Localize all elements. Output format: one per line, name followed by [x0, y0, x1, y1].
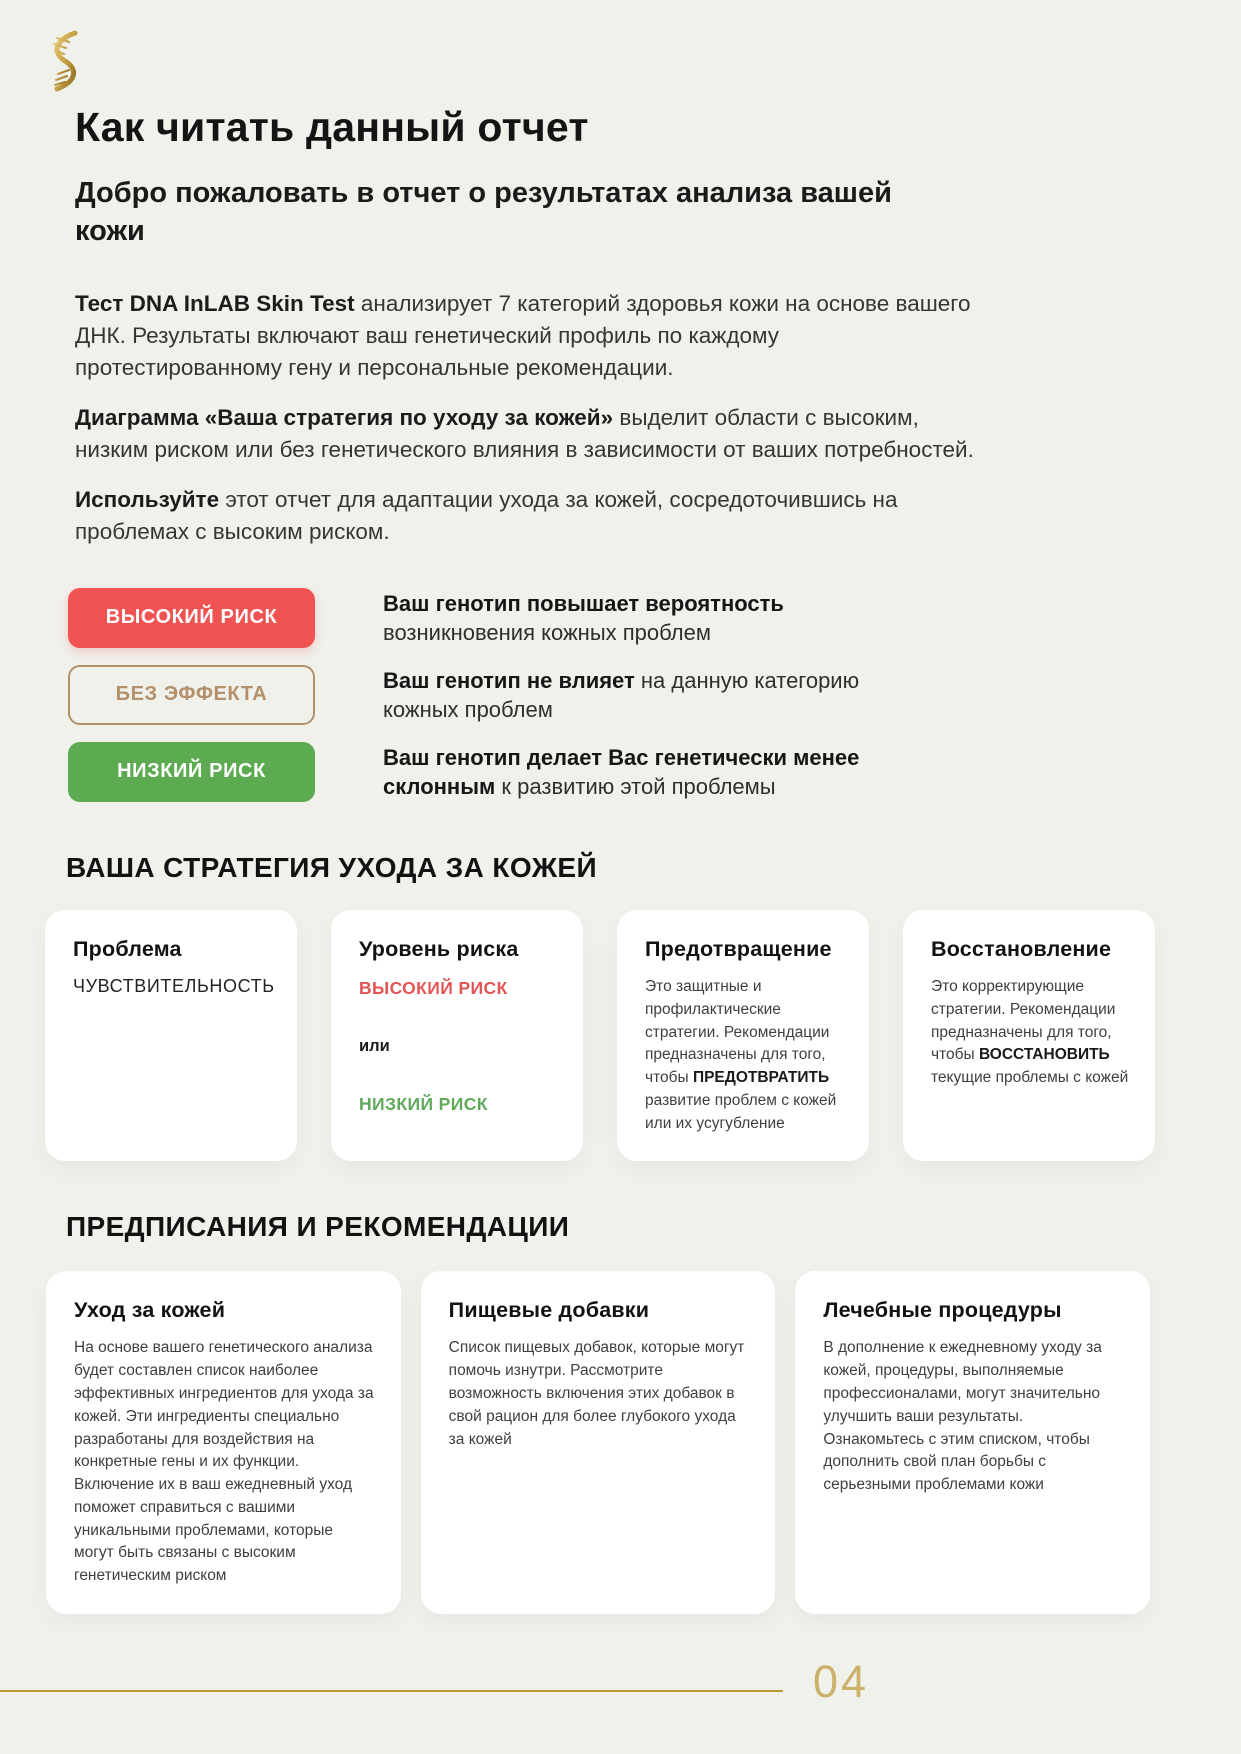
- strategy-card-problem: [45, 910, 297, 1161]
- intro-paragraph-text: этот отчет для адаптации ухода за кожей, сосредоточившись на проблемах с высоким риском.: [75, 487, 898, 544]
- rx-card-supplements: [421, 1271, 776, 1614]
- legend-row-low-risk: [68, 742, 1157, 802]
- intro-paragraph: [75, 288, 980, 384]
- card-title: Пищевые добавки: [448, 1298, 650, 1323]
- intro-paragraph-lead: Тест DNA InLAB Skin Test: [75, 291, 355, 317]
- no-effect-badge: БЕЗ ЭФФЕКТА: [68, 665, 315, 725]
- problem-value: ЧУВСТВИТЕЛЬНОСТЬ: [73, 975, 275, 996]
- legend-desc-bold: Ваш генотип не влияет: [383, 667, 635, 693]
- strategy-card-risk-level: [331, 910, 583, 1161]
- legend-desc-text: возникновения кожных проблем: [383, 619, 711, 645]
- card-title: Предотвращение: [645, 936, 832, 961]
- card-body-text: Это защитные и профилактические стратегии. Рекомендации предназначены для того, чтобы: [645, 977, 830, 1087]
- intro-paragraph: [75, 484, 980, 548]
- card-body-emphasis: ПРЕДОТВРАТИТЬ: [692, 1069, 830, 1087]
- strategy-card-prevention: [617, 910, 869, 1161]
- intro-paragraph-text: выделит области с высоким, низким риском или без генетического влияния в зависимости от ваших потребностей.: [75, 405, 974, 463]
- intro-paragraph-lead: Диаграмма «Ваша стратегия по уходу за кожей»: [75, 405, 614, 431]
- rx-card-treatments: [795, 1271, 1150, 1614]
- card-body: [931, 976, 1129, 1090]
- intro-paragraph: [75, 402, 980, 466]
- strategy-card-restoration: [903, 910, 1155, 1161]
- risk-legend: [68, 588, 1157, 802]
- card-body-text: развитие проблем с кожей или их усугубление: [645, 1091, 837, 1132]
- low-risk-description: [383, 743, 861, 801]
- strategy-cards: [45, 910, 1157, 1161]
- legend-desc-text: к развитию этой проблемы: [495, 773, 776, 799]
- rx-card-skincare: [46, 1271, 401, 1614]
- page-footer: [0, 1656, 1241, 1716]
- intro-paragraphs: [75, 288, 980, 548]
- legend-desc-bold: Ваш генотип повышает вероятность: [383, 590, 784, 616]
- intro-paragraph-text: анализирует 7 категорий здоровья кожи на основе вашего ДНК. Результаты включают ваш генетический профиль по каждому протестированному гену и персональные рекомендации.: [75, 291, 971, 381]
- risk-level-or: или: [359, 1036, 390, 1055]
- high-risk-description: [383, 589, 861, 647]
- dna-logo-icon: [45, 30, 87, 92]
- card-body-emphasis: ВОССТАНОВИТЬ: [978, 1046, 1110, 1064]
- intro-paragraph-lead: Используйте: [75, 487, 220, 513]
- page-subtitle: Добро пожаловать в отчет о результатах анализа вашей кожи: [75, 177, 892, 247]
- high-risk-badge: ВЫСОКИЙ РИСК: [68, 588, 315, 648]
- card-title: Восстановление: [931, 936, 1112, 961]
- card-title: Уход за кожей: [74, 1298, 226, 1323]
- footer-divider-line: [0, 1690, 783, 1692]
- low-risk-badge: НИЗКИЙ РИСК: [68, 742, 315, 802]
- card-body-text: Это корректирующие стратегии. Рекомендации предназначены для того, чтобы: [931, 977, 1116, 1064]
- card-body: В дополнение к ежедневному уходу за кожей, процедуры, выполняемые профессионалами, могут значительно улучшить ваши результаты. Ознакомьтесь с этим списком, чтобы дополнить свой план борьбы с серьезными проблемами кожи: [823, 1339, 1102, 1494]
- legend-row-no-effect: [68, 665, 1157, 725]
- card-body-text: текущие проблемы с кожей: [931, 1069, 1129, 1087]
- card-title: Лечебные процедуры: [823, 1298, 1062, 1323]
- legend-desc-text: на данную категорию кожных проблем: [383, 667, 860, 722]
- legend-desc-bold: Ваш генотип делает Вас генетически менее склонным: [383, 744, 860, 799]
- card-body: Список пищевых добавок, которые могут помочь изнутри. Рассмотрите возможность включения этих добавок в свой рацион для более глубокого ухода за кожей: [448, 1339, 745, 1448]
- page-number: 04: [813, 1656, 870, 1707]
- risk-level-low: НИЗКИЙ РИСК: [359, 1093, 488, 1114]
- risk-level-high: ВЫСОКИЙ РИСК: [359, 977, 508, 998]
- card-title: Проблема: [73, 936, 182, 961]
- no-effect-description: [383, 666, 861, 724]
- card-body: [645, 976, 843, 1135]
- prescriptions-section-heading: ПРЕДПИСАНИЯ И РЕКОМЕНДАЦИИ: [66, 1211, 570, 1243]
- page-title: Как читать данный отчет: [75, 104, 589, 150]
- prescriptions-cards: [46, 1271, 1150, 1614]
- card-title: Уровень риска: [359, 936, 519, 961]
- card-body: На основе вашего генетического анализа будет составлен список наиболее эффективных ингредиентов для ухода за кожей. Эти ингредиенты специально разработаны для воздействия на конкретные гены и их функции. Включение их в ваш ежедневный уход поможет справиться с вашими уникальными проблемами, которые могут быть связаны с высоким генетическим риском: [74, 1339, 374, 1585]
- legend-row-high-risk: [68, 588, 1157, 648]
- strategy-section-heading: ВАША СТРАТЕГИЯ УХОДА ЗА КОЖЕЙ: [66, 851, 598, 883]
